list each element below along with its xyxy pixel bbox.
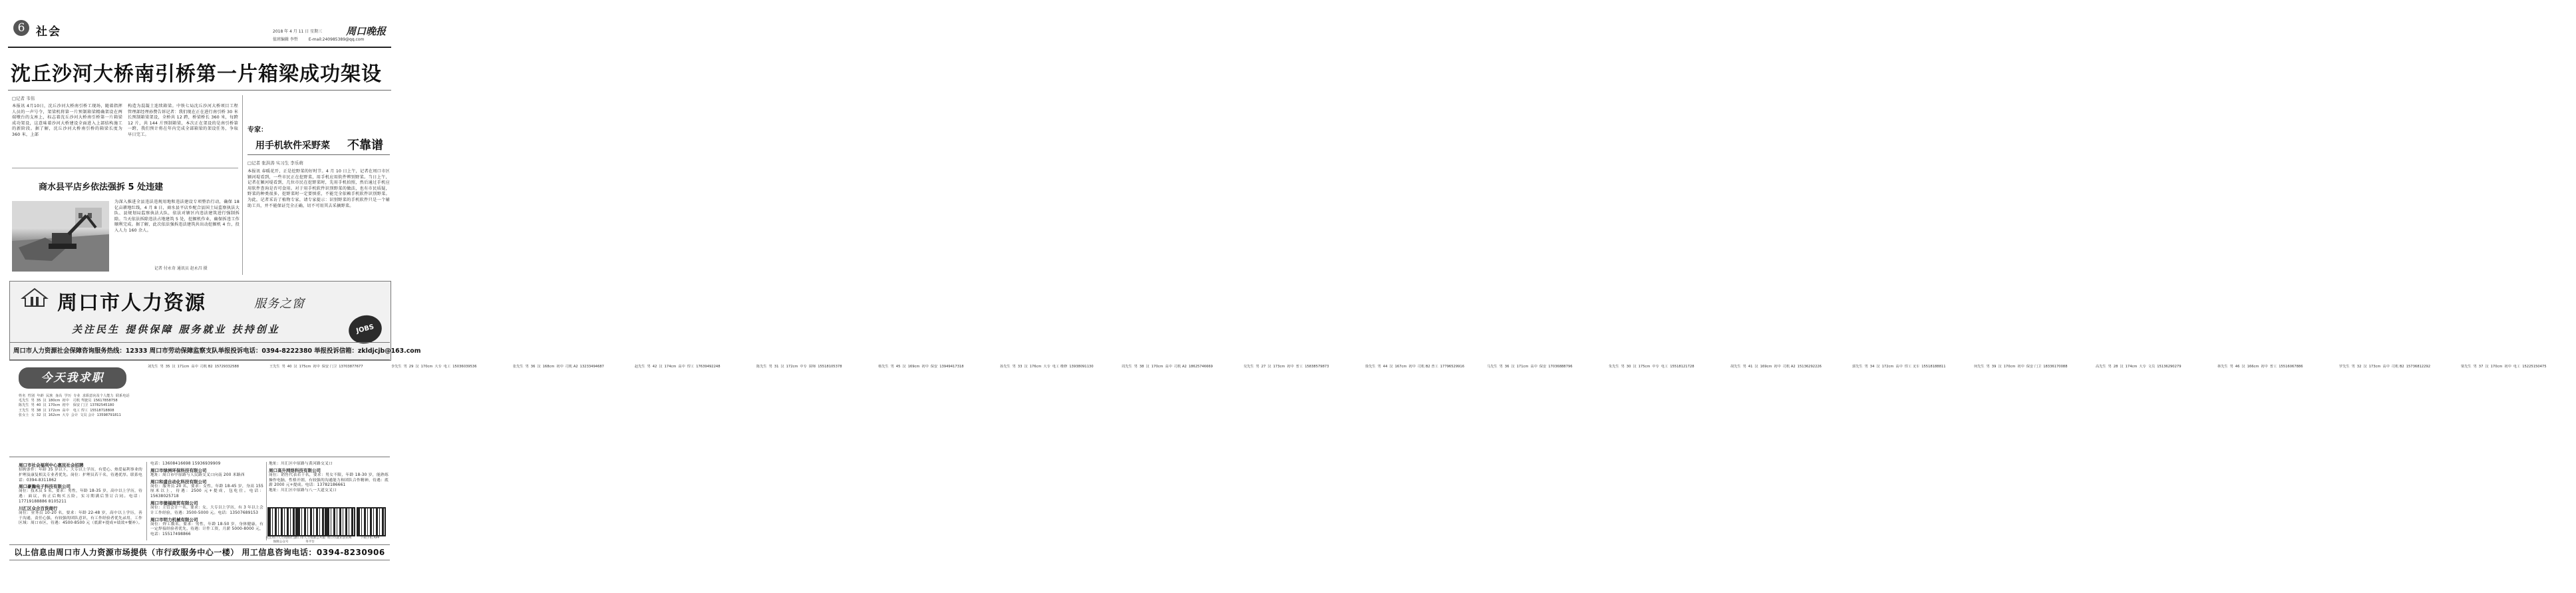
table-cell: 17796529916 [1440, 365, 1465, 369]
col-header: 民族 [46, 394, 53, 398]
table-cell: 厨师 [808, 365, 816, 369]
qr-label: 周口市就业创业网 [327, 536, 352, 540]
table-row [1365, 365, 1480, 369]
table-cell: 司机 B2 [2391, 365, 2404, 369]
table-cell: 男 [1864, 365, 1868, 369]
table-cell: 毛先生 [19, 399, 29, 403]
table-cell: 马先生 [1487, 365, 1498, 369]
table-row [1974, 365, 2089, 369]
company-name: 周口市社会福利中心惠民社会招聘 [19, 463, 84, 468]
table-cell: 吴先生 [1243, 365, 1254, 369]
table-cell: 文员 [2148, 365, 2156, 369]
table-cell: 29 [408, 365, 414, 369]
table-cell: 15518718808 [90, 408, 114, 413]
story3-title-right: 不靠谱 [347, 138, 383, 152]
table-cell: 168cm [542, 365, 555, 369]
table-cell: 汉 [43, 399, 47, 403]
table-cell: 男 [160, 365, 164, 369]
table-cell: 男 [768, 365, 772, 369]
table-cell: 张先生 [513, 365, 524, 369]
table-cell: 司机 A2 [1782, 365, 1796, 369]
job-listing-text: 地址：周口市中原路与人民路交叉口向南 200 米路西 [150, 473, 245, 477]
table-cell: 保安 [1539, 365, 1547, 369]
table-row [2217, 365, 2333, 369]
table-cell: 司机 B2 普工 [1417, 365, 1438, 369]
table-cell: 169cm [1760, 365, 1772, 369]
qr-label: 下载手机 APP [360, 536, 380, 540]
table-cell: 男 [2473, 365, 2477, 369]
table-cell: 汉 [780, 365, 784, 369]
table-cell: 王先生 [269, 365, 280, 369]
table-cell: 男 [2229, 365, 2233, 369]
table-cell: 男 [1377, 365, 1381, 369]
recruit-col2 [150, 462, 263, 540]
table-cell: 33 [1017, 365, 1023, 369]
recruit-col1 [19, 462, 142, 540]
table-cell: 汉 [902, 365, 906, 369]
story3-body: 本报讯 春暖花开，正是挖野菜的好时节。4 月 10 日上午，记者在周口市区颍河堤看到，一些市民正在挖野菜，用手机应用软件辨别野菜。当日上午，记者在颍河堤看到，几位市民在挖野菜时，先用手机拍照，然后通过手机应用软件查询是否可食用。对于用手机软件识别野菜的做法，也有市民质疑，野菜的种类很多，挖野菜时一定要慎重，不能完全依赖手机软件识别野菜。为此，记者采访了植物专家，请专家提示：识别野菜的手机软件只是一个辅助工具，并不能保证完全正确，切不可用其去采摘野菜。 [247, 169, 390, 208]
table-cell: 13938091130 [1069, 365, 1094, 369]
column-divider [242, 95, 243, 275]
table-cell: 男 [31, 403, 35, 408]
table-cell: 汉 [1267, 365, 1271, 369]
table-cell: 175cm [1638, 365, 1651, 369]
table-cell: 166cm [2247, 365, 2259, 369]
column-divider [146, 462, 147, 540]
table-cell: 15136290279 [2157, 365, 2181, 369]
table-cell: 初中 [2261, 365, 2268, 369]
table-cell: 大专 [1043, 365, 1050, 369]
table-cell: 初中 [921, 365, 929, 369]
table-cell: 陈先生 [19, 403, 29, 408]
table-cell: 汉 [659, 365, 663, 369]
table-cell: 13233494687 [579, 365, 604, 369]
story2-body: 为深入推进全县违法违规用地和违法建设专项整治行动，确保 18 亿亩耕地红线，4 月 8 日，商水县平店乡配合县国土局监察执法大队、县规划局监察执法大队，依法对辖区内违法建筑进行强制拆除。当天依法拆除违法占地建筑 5 处，挖掘机作业，确保拆违工作顺利完成。据了解，此次依法强拆违法建筑共出动挖掘机 4 台，投入人力 160 余人。 [114, 200, 240, 233]
table-cell: 汉 [43, 413, 47, 417]
hr-logo-icon [21, 288, 48, 307]
table-cell: 罗先生 [2339, 365, 2350, 369]
table-row [1487, 365, 1602, 369]
hr-title: 周口市人力资源 [57, 292, 206, 315]
table-cell: 46 [2235, 365, 2240, 369]
table-row [1122, 365, 1237, 369]
table-cell: 焊工 [687, 365, 695, 369]
table-cell: 174cm [664, 365, 677, 369]
table-cell: 35 [36, 399, 41, 403]
table-cell: 18625746669 [1188, 365, 1213, 369]
table-cell: 15838579873 [1305, 365, 1329, 369]
table-cell: 167cm [1394, 365, 1407, 369]
story2-byline: 记者 付永奇 通讯员 赵永昌 摄 [154, 266, 208, 271]
table-cell: 男 [31, 408, 35, 413]
demolition-photo [12, 201, 109, 272]
table-cell: 32 [36, 413, 41, 417]
table-cell: 38 [36, 408, 41, 413]
table-cell: 38 [1139, 365, 1144, 369]
table-cell: 15036039536 [452, 365, 477, 369]
col-header: 求职意向及个人能力 [82, 394, 114, 398]
table-cell: 初中 [1774, 365, 1781, 369]
company-name: 周口市明力机械有限公司 [150, 516, 198, 522]
table-cell: 初中 [62, 399, 69, 403]
table-cell: 15617858758 [93, 399, 118, 403]
issue-date: 2018 年 4 月 11 日 星期三 [273, 29, 323, 34]
table-cell: 男 [403, 365, 407, 369]
table-cell: 162cm [48, 413, 61, 417]
table-cell: 汉 [43, 408, 47, 413]
recruit-col3 [269, 462, 389, 503]
table-cell: 171cm [1516, 365, 1529, 369]
table-cell: 176cm [1029, 365, 1042, 369]
table-cell: 37 [2478, 365, 2484, 369]
seekers-table-left [19, 394, 145, 417]
table-cell: 初中 [1408, 365, 1416, 369]
table-cell: 17639492248 [696, 365, 721, 369]
qr-code-app[interactable] [357, 507, 386, 536]
table-cell: 中专 [800, 365, 807, 369]
job-seekers-title: 今天我求职 [19, 367, 126, 389]
story3-tag: 专家： [247, 126, 267, 134]
job-listing-text: 岗位：主管会计一名，要求：女，大专以上学历，有 3 年以上会计工作经验，待遇：3500-5000 元。电话：13507689153 [150, 505, 263, 515]
table-row [2461, 365, 2576, 369]
table-cell: 初中 [1287, 365, 1294, 369]
table-cell: 汉 [43, 403, 47, 408]
table-cell: 朱先生 [1609, 365, 1619, 369]
job-listing-text: 地址：川汇区中原路与黄河路交叉口 [269, 462, 333, 466]
table-cell: 大专 [434, 365, 442, 369]
section-title: 社会 [36, 25, 61, 39]
editor-email: E-mail:240985389@qq.com [308, 37, 365, 42]
table-cell: 男 [281, 365, 285, 369]
table-cell: 36 [1504, 365, 1510, 369]
col-header: 姓名 [19, 394, 26, 398]
table-cell: 27 [1261, 365, 1266, 369]
table-cell: 28 [2113, 365, 2118, 369]
qr-code-service[interactable] [297, 507, 326, 536]
table-cell: 司机 B2 [200, 365, 213, 369]
table-cell: 保安 门卫 [321, 365, 337, 369]
table-cell: 汉 [1876, 365, 1880, 369]
headline-rule [8, 90, 391, 91]
table-cell: 周先生 [1122, 365, 1132, 369]
table-cell: 35 [165, 365, 170, 369]
table-cell: 36 [530, 365, 536, 369]
table-cell: 15518105378 [818, 365, 842, 369]
jobs-badge: JOBS [346, 312, 385, 347]
table-cell: 司机 A2 [565, 365, 578, 369]
table-cell: 汉 [1146, 365, 1150, 369]
table-cell: 男 [1255, 365, 1259, 369]
story1-col2: 构造为混凝土连续箱梁。中铁七局沈丘沙河大桥项目工程管理部经理孙赞告诉记者：我们现在正在进行南引桥 30 米长预制箱梁架设，全桥共 12 跨，桥梁桥长 360 米，每跨 12 片，共 144 片预制箱梁，本次正在架设的是南引桥第一跨，我们预计将在年内完成全部箱梁的架设任务，争取早日完工。 [128, 104, 238, 137]
table-cell: 175cm [299, 365, 311, 369]
table-cell: 172cm [786, 365, 798, 369]
table-cell: 173cm [1273, 365, 1285, 369]
company-name: 周口市德福商贸有限公司 [150, 500, 198, 506]
table-cell: 男 [2108, 365, 2112, 369]
col-header: 学历 [64, 394, 71, 398]
table-cell: 保安 门卫 [2026, 365, 2042, 369]
table-cell: 13703877677 [339, 365, 363, 369]
col-header: 年龄 [37, 394, 44, 398]
table-cell: 汉 [415, 365, 419, 369]
table-cell: 32 [2356, 365, 2362, 369]
table-cell: 45 [895, 365, 901, 369]
table-cell: 39 [1991, 365, 1997, 369]
table-cell: 会计 [71, 413, 79, 417]
company-name: 川汇区众合百货商行 [19, 505, 58, 511]
table-cell: 170cm [1151, 365, 1164, 369]
table-cell: 电工 焊工 [73, 408, 88, 413]
table-cell: 汉 [2363, 365, 2367, 369]
table-cell: 40 [287, 365, 292, 369]
table-cell: 普工 [1295, 365, 1303, 369]
table-cell: 高中 [62, 408, 69, 413]
story3-byline: □记者 张洪涛 实习生 李乐萌 [247, 160, 303, 166]
table-row [1730, 365, 1846, 369]
table-cell: 高中 [678, 365, 685, 369]
table-cell: 初中 [2504, 365, 2511, 369]
table-cell: 初中 [556, 365, 564, 369]
table-cell: 男 [647, 365, 651, 369]
table-cell: 孙先生 [1000, 365, 1011, 369]
table-row [2339, 365, 2454, 369]
table-cell: 汉 [1511, 365, 1515, 369]
banner-rule-bottom [9, 359, 390, 360]
story1-col1: 本报讯 4月10日，沈丘沙河大桥南引桥工现场，随着指挥人员的一声号令，架梁机将第一片预制箱梁精确架设在两端墩台的支座上，标志着沈丘沙河大桥南引桥第一片箱梁成功架设，这意味着沙河大桥建设全面进入上部结构施工的新阶段。据了解，沈丘沙河大桥南引桥的箱梁长度为 360 米，上部 [12, 104, 122, 137]
table-cell: 初中 [313, 365, 320, 369]
col-header: 性别 [27, 394, 35, 398]
column-divider [266, 462, 267, 540]
table-row [513, 365, 628, 369]
col-header: 专业 [73, 394, 80, 398]
table-cell: 汉 [537, 365, 541, 369]
table-cell: 杨先生 [878, 365, 889, 369]
table-cell: 汉 [1389, 365, 1393, 369]
table-cell: 中专 [1652, 365, 1659, 369]
table-cell: 汉 [1754, 365, 1758, 369]
table-cell: 15729332588 [214, 365, 239, 369]
table-cell: 高中 [1895, 365, 1903, 369]
table-cell: 李先生 [391, 365, 402, 369]
table-row [1852, 365, 1967, 369]
table-row [2096, 365, 2211, 369]
table-cell: 男 [1621, 365, 1625, 369]
table-cell: 刘先生 [148, 365, 158, 369]
table-row [269, 365, 385, 369]
table-cell: 何先生 [1974, 365, 1985, 369]
table-cell: 汉 [2241, 365, 2245, 369]
table-cell: 汉 [172, 365, 176, 369]
table-cell: 男 [31, 399, 35, 403]
story2-title: 商水县平店乡依法强拆 5 处违建 [39, 182, 164, 192]
table-cell: 汉 [1998, 365, 2002, 369]
col-header: 身高 [55, 394, 63, 398]
table-row [391, 365, 506, 369]
company-name: 周口高升网络科技有限公司 [269, 467, 321, 473]
table-cell: 41 [1748, 365, 1753, 369]
table-cell: 大专 [2139, 365, 2146, 369]
table-cell: 汉 [2120, 365, 2124, 369]
table-cell: 胡先生 [1730, 365, 1741, 369]
table-cell: 张女士 [19, 413, 29, 417]
story3-title-left: 用手机软件采野菜 [255, 140, 330, 151]
footer-info: 以上信息由周口市人力资源市场提供（市行政服务中心一楼） 用工信息咨询电话：0394-8230906 [9, 544, 390, 560]
table-cell: 保安 [930, 365, 938, 369]
table-cell: 高中 [191, 365, 198, 369]
qr-label: 周口市人力资源公共服务平台 [295, 536, 325, 544]
job-listing-text: 岗位：技术员 5 名，要求：男性，年龄 18-35 岁，高中以上学历，待遇：面议，转正后购买五险，实习期满后签订合同。电话：17719188886 8105211 [19, 489, 142, 504]
table-cell: 15225150475 [2522, 365, 2547, 369]
table-cell: 42 [652, 365, 657, 369]
story1-byline: □记者 韦伟 [12, 96, 35, 101]
col-header: 联系电话 [115, 394, 130, 398]
table-cell: 34 [1869, 365, 1875, 369]
company-name: 周口和盛自动化科技有限公司 [150, 479, 207, 485]
table-cell: 170cm [2003, 365, 2016, 369]
table-cell: 普工 [2269, 365, 2277, 369]
table-cell: 焊工 叉车 [1904, 365, 1920, 369]
table-cell: 司机 驾驶员 [73, 399, 92, 403]
table-cell: 初中 [62, 403, 69, 408]
table-row [19, 409, 145, 413]
table-cell: 保安 门卫 [73, 403, 88, 408]
table-cell: 汉 [1633, 365, 1637, 369]
qr-code-wechat[interactable] [267, 507, 297, 536]
editor-name: 值班编辑 李哲 [273, 37, 298, 42]
job-listing-text: 招聘条件：年龄 35 岁以下，大专以上学历，有爱心、热爱福利事业的护理及康复相关专业者优先。岗位：护理员若干名，待遇优厚。联系电话：0394-8311862 [19, 468, 142, 483]
table-cell: 郭先生 [1852, 365, 1863, 369]
job-listing-text: 地址：川汇区中原路与八一大道交叉口 [269, 489, 337, 493]
job-listing-text: 岗位：业务员 10-20 名，要求：年龄 22-48 岁，高中以上学历，善于沟通，责任心强，有较强的团队意识，有工作经验者优先录用，工作区域：周口市区，待遇：4500-8500 元（底薪+提成+绩效+餐补）。 [19, 510, 142, 526]
main-headline: 沈丘沙河大桥南引桥第一片箱梁成功架设 [11, 63, 382, 86]
table-cell: 174cm [2125, 365, 2138, 369]
table-cell: 13598791811 [96, 413, 121, 417]
table-row [148, 365, 263, 369]
table-cell: 男 [525, 365, 529, 369]
table-cell: 172cm [48, 408, 61, 413]
table-cell: 赵先生 [635, 365, 645, 369]
table-cell: 梁先生 [2461, 365, 2472, 369]
seekers-right-rows [148, 365, 2547, 369]
company-name: 周口市绿洲环保科技有限公司 [150, 467, 207, 473]
excavator-image [12, 201, 109, 272]
table-cell: 男 [2351, 365, 2355, 369]
table-cell: 男 [890, 365, 894, 369]
header-rule [8, 47, 391, 48]
table-cell: 171cm [177, 365, 190, 369]
table-cell: 汉 [1024, 365, 1028, 369]
table-row [1609, 365, 1724, 369]
table-cell: 文员 会计 [80, 413, 95, 417]
table-cell: 173cm [2368, 365, 2381, 369]
job-listing-text: 岗位：服务员 20 名，要求：女性，年龄 18-45 岁，身高 155 厘米以上，待遇：2500 元+提成，包吃住。电话：15638025718 [150, 484, 263, 499]
story3-rule [247, 154, 390, 155]
table-cell: 大专 [62, 413, 69, 417]
table-cell: 电工 [2513, 365, 2521, 369]
table-row [19, 403, 145, 408]
table-cell: 汉 [2485, 365, 2489, 369]
table-cell: 徐先生 [1365, 365, 1376, 369]
hotline-text: 周口市人力资源社会保障咨询服务热线：12333 周口市劳动保障监察支队举报投诉电话：0394-8222380 举报投诉信箱：zkldjcjb@163.com [13, 347, 421, 355]
table-cell: 男 [1499, 365, 1503, 369]
editor-line [273, 36, 364, 42]
company-name: 周口豪瀚电子科技有限公司 [19, 484, 71, 490]
table-cell: 男 [1986, 365, 1990, 369]
table-cell: 169cm [907, 365, 920, 369]
hr-slogan: 关注民生 提供保障 服务就业 扶持创业 [72, 323, 280, 335]
table-cell: 172cm [1881, 365, 1894, 369]
table-row [878, 365, 993, 369]
table-row [756, 365, 872, 369]
table-cell: 18336170088 [2043, 365, 2068, 369]
job-listing-text: 岗位：销售代表若干名，要求：男女不限，年龄 18-30 岁，能熟练操作电脑，性格开朗，有较强的沟通能力和团队合作精神，待遇：底薪 2000 元+提成。电话：13782186661 [269, 473, 389, 488]
table-cell: 司机 A2 [1174, 365, 1187, 369]
page-number: 6 [13, 20, 29, 36]
job-listing-text: 岗位：焊工数名，要求：男性，年龄 18-50 岁，身体健康，有一定焊接经验者优先，待遇：计件工资，月薪 5000-8000 元，电话：15517498866 [150, 522, 263, 537]
table-cell: 初中 [2017, 365, 2024, 369]
table-cell: 高中 [1165, 365, 1172, 369]
table-cell: 15518121728 [1670, 365, 1694, 369]
newspaper-logo: 周口晚报 [346, 25, 387, 37]
table-cell: 男 [1012, 365, 1016, 369]
hr-subtitle: 服务之窗 [254, 297, 305, 311]
table-cell: 170cm [420, 365, 433, 369]
banner-rule [9, 342, 390, 343]
table-cell: 44 [1382, 365, 1388, 369]
table-cell: 高中 [1530, 365, 1537, 369]
table-cell: 王先生 [19, 408, 29, 413]
table-row [1243, 365, 1359, 369]
table-cell: 林先生 [2217, 365, 2228, 369]
table-cell: 电工 维修 [1052, 365, 1068, 369]
table-cell: 电工 [443, 365, 451, 369]
table-cell: 170cm [2490, 365, 2503, 369]
table-cell: 15136292226 [1797, 365, 1822, 369]
table-cell: 男 [1134, 365, 1138, 369]
table-cell: 15736812292 [2406, 365, 2430, 369]
table-row [1000, 365, 1115, 369]
qr-label: 关注周口人力资源社会保障公众号 [265, 536, 296, 544]
table-row [19, 413, 145, 418]
table-cell: 汉 [293, 365, 297, 369]
table-cell: 15518188811 [1921, 365, 1946, 369]
job-listing-text: 电话：13608416698 15936939909 [150, 462, 221, 466]
seekers-left-rows [19, 399, 145, 417]
table-cell: 40 [36, 403, 41, 408]
table-cell: 180cm [48, 399, 61, 403]
table-cell: 电工 [1661, 365, 1669, 369]
table-cell: 15516067886 [2279, 365, 2303, 369]
table-cell: 13949417318 [939, 365, 964, 369]
table-cell: 女 [31, 413, 35, 417]
table-cell: 31 [774, 365, 779, 369]
seekers-table-right [148, 365, 2547, 453]
table-row [635, 365, 750, 369]
table-cell: 17036888796 [1548, 365, 1573, 369]
table-cell: 男 [1742, 365, 1746, 369]
table-cell: 170cm [48, 403, 61, 408]
table-cell: 30 [1626, 365, 1631, 369]
table-cell: 13782545180 [90, 403, 114, 408]
table-cell: 高先生 [2096, 365, 2106, 369]
qr-code-jobs[interactable] [326, 507, 355, 536]
table-cell: 陈先生 [756, 365, 767, 369]
table-cell: 高中 [2382, 365, 2390, 369]
